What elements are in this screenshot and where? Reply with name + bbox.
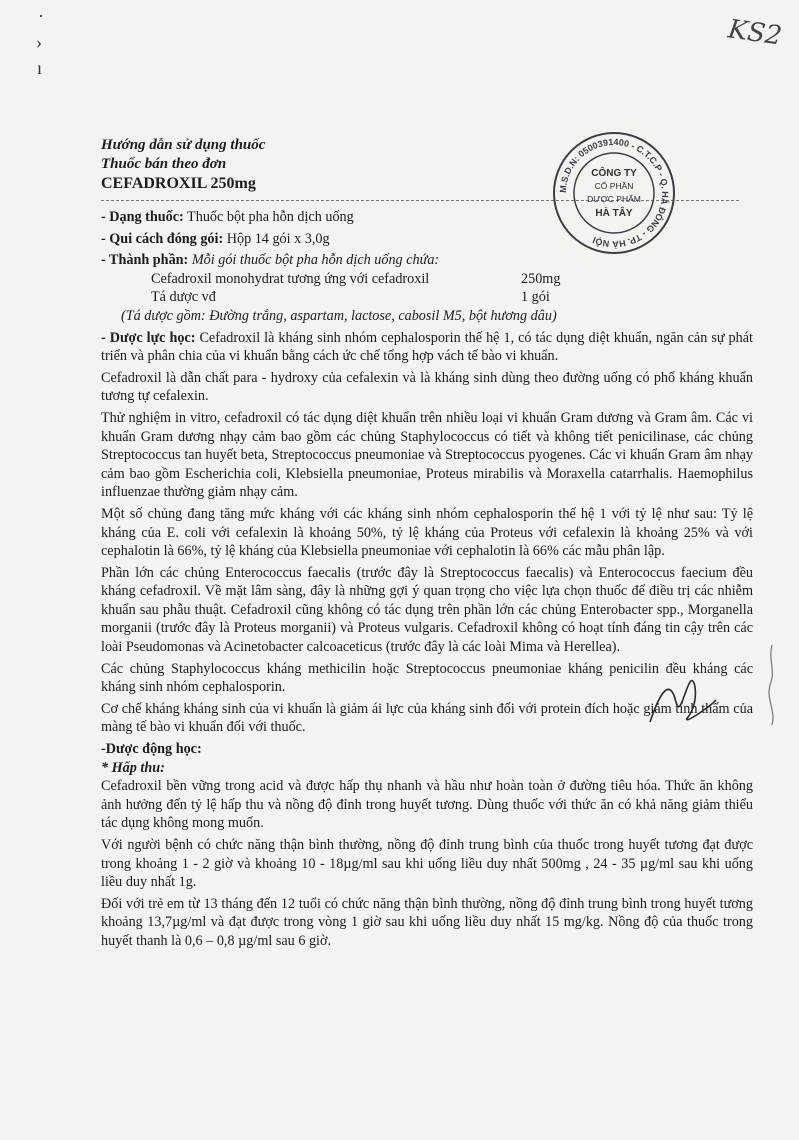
paragraph: Một số chủng đang tăng mức kháng với các kháng sinh nhóm cephalosporin thế hệ 1 với tỷ lệ như sau: Tỷ lệ kháng của E. coli với cefalexin là khoảng 50%, tỷ lệ kháng của Proteus với cefalexin là khoảng 25% và với cephalotin là 66%, tỷ lệ kháng của Klebsiella pneumoniae với cephalotin là 66% các mẫu phân lập. [101, 505, 753, 560]
ingredient-row: Tá dược vđ 1 gói [151, 289, 550, 306]
handwritten-signature [640, 672, 720, 732]
product-title: CEFADROXIL 250mg [101, 175, 256, 192]
handwritten-note: KS2 [726, 14, 784, 52]
paragraph: Cơ chế kháng kháng sinh của vi khuẩn là giảm ái lực của kháng sinh đối với protein đích hoặc giảm tính thấm của màng tế bào vi khuẩn đối với thuốc. [101, 700, 753, 736]
paragraph: Với người bệnh có chức năng thận bình thường, nồng độ đỉnh trung bình của thuốc trong huyết tương đạt được trong khoảng 1 - 2 giờ và khoảng 10 - 18µg/ml sau khi uống liều duy nhất 500mg , 24 - 35 µg/ml sau khi uống liều duy nhất 1g. [101, 837, 753, 891]
stamp-line-1: CÔNG TY [591, 168, 637, 179]
paragraph: Thử nghiệm in vitro, cefadroxil có tác dụng diệt khuẩn trên nhiều loại vi khuẩn Gram dương và Gram âm. Các vi khuẩn Gram dương nhạy cảm bao gồm các chủng Staphylococcus có tiết và không tiết penicilinase, các chủng Streptococcus tan huyết beta, Streptococcus pneumoniae và Streptococcus pyogenes. Các vi khuẩn Gram âm nhạy cảm bao gồm Escherichia coli, Klebsiella pneumoniae, Proteus mirabilis và Moraxella catarrhalis. Haemophilus influenzae thường giảm nhạy cảm. [101, 409, 753, 501]
absorption-heading: * Hấp thu: [101, 759, 165, 776]
pharmacokinetics-heading: -Dược động học: [101, 741, 202, 758]
packaging: - Qui cách đóng gói: Hộp 14 gói x 3,0g [101, 230, 330, 247]
scan-mark: ı [37, 58, 43, 78]
svg-text:M.S.D.N: 0500391400 - C.T.C.P: M.S.D.N: 0500391400 - C.T.C.P - Q. HÀ ĐÔNG - TP. HÀ NỘI [557, 136, 671, 250]
scan-mark: › [36, 32, 42, 52]
dosage-form: - Dạng thuốc: Thuốc bột pha hỗn dịch uống [101, 209, 354, 225]
pharmacodynamics: - Dược lực học: Cefadroxil là kháng sinh nhóm cephalosporin thế hệ 1, có tác dụng diệt khuẩn, ngăn cản sự phát triển và phân chia của vi khuẩn bằng cách ức chế tổng hợp vách tế bào vi khuẩn. [101, 329, 753, 365]
stamp-line-4: HÀ TÂY [595, 208, 633, 219]
document-body [101, 208, 753, 954]
stamp-line-2: CỔ PHẦN [594, 181, 634, 191]
excipients-note: (Tá dược gồm: Đường trắng, aspartam, lactose, cabosil M5, bột hương dâu) [121, 307, 557, 324]
margin-scribble [760, 640, 784, 730]
paragraph: Các chủng Staphylococcus kháng methicilin hoặc Streptococcus pneumoniae kháng penicilin đều kháng các kháng sinh nhóm cephalosporin. [101, 660, 753, 696]
header-line-1: Hướng dẫn sử dụng thuốc [101, 137, 266, 153]
stamp-line-3: DƯỢC PHẨM [587, 194, 641, 204]
composition: - Thành phần: Mỗi gói thuốc bột pha hỗn dịch uống chứa: [101, 252, 440, 269]
paragraph: Cefadroxil là dẫn chất para - hydroxy của cefalexin và là kháng sinh dùng theo đường uống có phổ kháng khuẩn tương tự cefalexin. [101, 369, 753, 405]
scan-mark: · [38, 6, 44, 26]
paragraph: Cefadroxil bền vững trong acid và được hấp thụ nhanh và hầu như hoàn toàn ở đường tiêu hóa. Thức ăn không ảnh hưởng đến tỷ lệ hấp thu và nồng độ đỉnh trong huyết tương. Dùng thuốc với thức ăn có khả năng giảm thiểu tác dụng không mong muốn. [101, 778, 753, 832]
paragraph: Phần lớn các chủng Enterococcus faecalis (trước đây là Streptococcus faecalis) và Enterococcus faecium đều kháng cefadroxil. Về mặt lâm sàng, đây là những gợi ý quan trọng cho việc lựa chọn thuốc để điều trị các nhiễm khuẩn sau phẫu thuật. Cefadroxil cũng không có tác dụng trên phần lớn các chủng Enterobacter spp., Morganella morganii (trước đây là Proteus morganii) và Proteus vulgaris. Cefadroxil không có hoạt tính đáng tin cậy trên các loài Pseudomonas và Acinetobacter calcoaceticus (trước đây là các loài Mima và Herellea). [101, 564, 753, 656]
header-line-2: Thuốc bán theo đơn [101, 156, 227, 172]
ingredient-row: Cefadroxil monohydrat tương ứng với cefadroxil 250mg [151, 270, 561, 287]
paragraph: Đối với trẻ em từ 13 tháng đến 12 tuổi có chức năng thận bình thường, nồng độ đỉnh trung bình trong huyết tương khoảng 13,7µg/ml và đạt được trong vòng 1 giờ sau khi uống liều duy nhất 15 mg/kg. Nồng độ của thuốc trong huyết thanh là 0,6 – 0,8 µg/ml sau 6 giờ. [101, 895, 753, 949]
